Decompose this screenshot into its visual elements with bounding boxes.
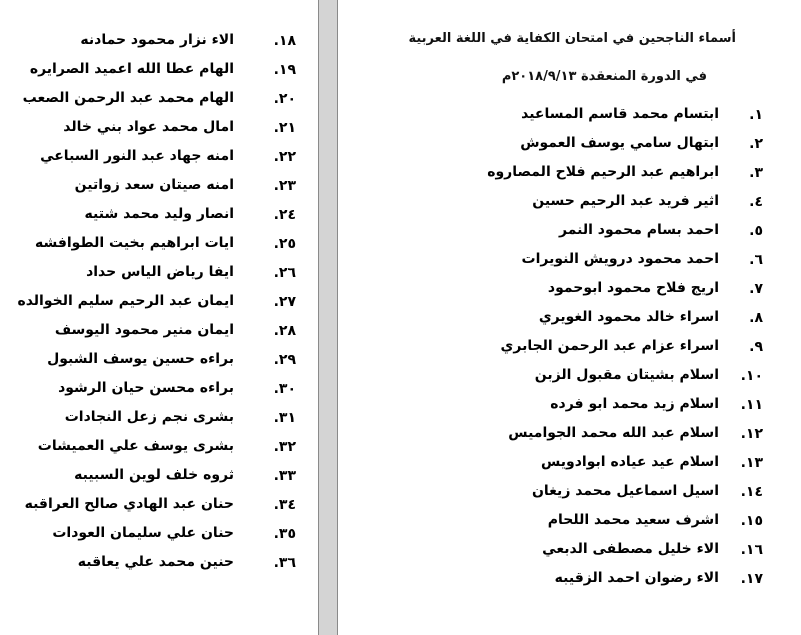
entry-name: اسلام بشيتان مقبول الزبن (534, 367, 719, 383)
list-item (4, 554, 296, 584)
entry-name: بشرى يوسف علي العميشات (37, 438, 234, 454)
entry-number: .٢٣ (273, 178, 296, 194)
entry-number: .١٠ (740, 368, 763, 384)
list-item (343, 368, 763, 397)
entry-number: .٣٥ (273, 526, 296, 542)
entry-name: حنان عبد الهادي صالح العراقبه (24, 496, 234, 512)
exam-session-date: في الدورة المنعقدة ٢٠١٨/٩/١٣م (501, 69, 707, 84)
entry-name: الهام عطا الله اعميد الصرايره (29, 61, 234, 77)
list-item (4, 525, 296, 555)
list-item (4, 206, 296, 236)
entry-name: ابراهيم عبد الرحيم فلاح المصاروه (487, 164, 719, 180)
entry-name: براءه حسين يوسف الشبول (47, 351, 234, 367)
entry-name: الاء نزار محمود حمادنه (80, 32, 234, 48)
entry-number: .٣٤ (273, 497, 296, 513)
entry-number: .٢٤ (273, 207, 296, 223)
list-item (343, 571, 763, 600)
list-item (4, 467, 296, 497)
entry-name: ايفا رياض الياس حداد (86, 264, 234, 280)
entry-number: .٣ (749, 165, 763, 181)
entry-number: .٣٣ (273, 468, 296, 484)
entry-name: اثير فريد عبد الرحيم حسين (532, 193, 719, 209)
entry-number: .٢ (749, 136, 763, 152)
entry-name: انصار وليد محمد شتيه (84, 206, 234, 222)
entry-name: الاء رضوان احمد الزقيبه (554, 570, 719, 586)
entry-name: ابتسام محمد قاسم المساعيد (521, 106, 719, 122)
entry-number: .١٥ (740, 513, 763, 529)
entry-number: .٢٠ (273, 91, 296, 107)
entry-number: .١٦ (740, 542, 763, 558)
entry-name: ايمان عبد الرحيم سليم الخوالده (17, 293, 234, 309)
list-item (4, 61, 296, 91)
list-item (343, 223, 763, 252)
page-gutter (318, 0, 338, 635)
left-page (0, 0, 318, 635)
entry-name: اشرف سعيد محمد اللحام (547, 512, 719, 528)
entry-number: .٣٦ (273, 555, 296, 571)
entry-number: .١٨ (273, 33, 296, 49)
list-item (4, 264, 296, 294)
entry-number: .٢١ (273, 120, 296, 136)
list-item (343, 107, 763, 136)
list-item (4, 177, 296, 207)
document-title: أسماء الناجحين في امتحان الكفاية في اللغة العربية (408, 31, 736, 46)
entry-name: براءه محسن حيان الرشود (58, 380, 234, 396)
entry-number: .٥ (749, 223, 763, 239)
entry-name: بشرى نجم زعل النجادات (64, 409, 234, 425)
entry-name: امال محمد عواد بني خالد (63, 119, 234, 135)
entry-name: ايات ابراهيم بخيت الطوافشه (34, 235, 234, 251)
entry-number: .٢٥ (273, 236, 296, 252)
entry-number: .٩ (749, 339, 763, 355)
entry-name: اسيل اسماعيل محمد زيغان (531, 483, 719, 499)
list-item (343, 484, 763, 513)
list-item (4, 438, 296, 468)
names-list-left (4, 32, 296, 584)
list-item (343, 310, 763, 339)
entry-number: .٧ (749, 281, 763, 297)
entry-number: .٨ (749, 310, 763, 326)
entry-name: احمد محمود درويش النويرات (521, 251, 719, 267)
list-item (343, 339, 763, 368)
entry-number: .٢٢ (273, 149, 296, 165)
names-list-right (343, 107, 763, 600)
list-item (4, 496, 296, 526)
entry-name: ابتهال سامي يوسف العموش (520, 135, 719, 151)
entry-name: اسلام عبد الله محمد الجواميس (508, 425, 719, 441)
entry-number: .٢٧ (273, 294, 296, 310)
entry-name: اسلام عيد عياده ابوادويس (541, 454, 719, 470)
entry-name: امنه صيتان سعد زواتين (74, 177, 234, 193)
entry-number: .٢٩ (273, 352, 296, 368)
list-item (343, 194, 763, 223)
entry-number: .٣٢ (273, 439, 296, 455)
entry-name: ثروه خلف لوين السبيبه (74, 467, 234, 483)
right-page (338, 0, 801, 635)
list-item (4, 380, 296, 410)
entry-name: حنان علي سليمان العودات (52, 525, 234, 541)
entry-name: امنه جهاد عبد النور السباعي (40, 148, 234, 164)
list-item (4, 90, 296, 120)
entry-number: .٣١ (273, 410, 296, 426)
entry-number: .١٧ (740, 571, 763, 587)
list-item (343, 136, 763, 165)
entry-number: .٤ (749, 194, 763, 210)
entry-number: .١٢ (740, 426, 763, 442)
list-item (4, 409, 296, 439)
list-item (343, 513, 763, 542)
list-item (4, 322, 296, 352)
list-item (343, 252, 763, 281)
list-item (343, 426, 763, 455)
entry-name: حنين محمد علي يعاقبه (77, 554, 234, 570)
entry-number: .١٤ (740, 484, 763, 500)
list-item (343, 281, 763, 310)
entry-number: .٢٨ (273, 323, 296, 339)
entry-name: اسراء خالد محمود الغويري (538, 309, 719, 325)
list-item (343, 455, 763, 484)
entry-number: .١١ (740, 397, 763, 413)
entry-number: .٣٠ (273, 381, 296, 397)
entry-name: اسلام زيد محمد ابو فرده (550, 396, 719, 412)
entry-number: .١٣ (740, 455, 763, 471)
page-edge-left (318, 0, 319, 635)
list-item (343, 165, 763, 194)
entry-number: .١٩ (273, 62, 296, 78)
list-item (343, 542, 763, 571)
list-item (4, 235, 296, 265)
entry-name: الاء خليل مصطفى الدبعي (542, 541, 719, 557)
entry-name: اسراء عزام عبد الرحمن الجابري (500, 338, 719, 354)
entry-name: الهام محمد عبد الرحمن الصعب (22, 90, 234, 106)
entry-number: .١ (749, 107, 763, 123)
list-item (4, 148, 296, 178)
list-item (4, 293, 296, 323)
list-item (4, 32, 296, 62)
list-item (343, 397, 763, 426)
entry-number: .٦ (749, 252, 763, 268)
entry-name: احمد بسام محمود النمر (559, 222, 719, 238)
entry-name: ايمان منير محمود اليوسف (54, 322, 234, 338)
list-item (4, 351, 296, 381)
list-item (4, 119, 296, 149)
entry-number: .٢٦ (273, 265, 296, 281)
entry-name: اريج فلاح محمود ابوحمود (547, 280, 719, 296)
